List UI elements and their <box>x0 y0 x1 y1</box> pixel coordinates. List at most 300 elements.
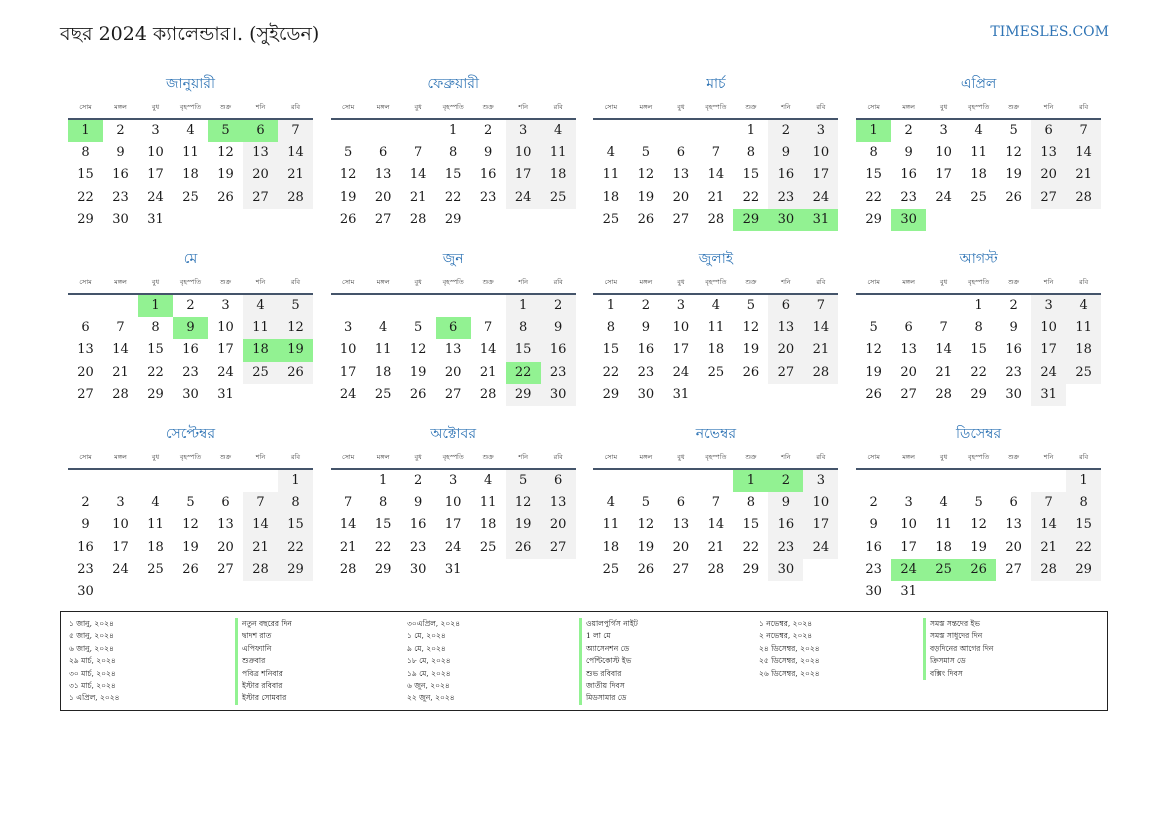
day-cell[interactable]: 2 <box>641 298 651 313</box>
day-cell[interactable]: 26 <box>1005 189 1022 205</box>
day-cell[interactable]: 23 <box>900 189 917 205</box>
day-cell[interactable]: 13 <box>672 167 690 183</box>
day-cell[interactable]: 1 <box>278 470 313 492</box>
day-cell[interactable]: 13 <box>374 167 392 183</box>
day-cell[interactable]: 14 <box>707 517 725 533</box>
day-cell[interactable]: 1 <box>733 470 768 492</box>
day-cell[interactable]: 4 <box>711 298 721 313</box>
day-cell[interactable]: 17 <box>900 539 917 555</box>
day-cell[interactable]: 23 <box>637 364 655 380</box>
day-cell[interactable]: 5 <box>506 470 541 492</box>
day-cell[interactable]: 21 <box>1066 164 1101 186</box>
day-cell[interactable]: 25 <box>926 559 961 581</box>
day-cell[interactable]: 23 <box>541 362 576 384</box>
day-cell[interactable]: 27 <box>243 187 278 209</box>
day-cell[interactable]: 25 <box>970 189 987 205</box>
day-cell[interactable]: 30 <box>891 209 926 231</box>
day-cell[interactable]: 11 <box>479 495 497 511</box>
day-cell[interactable]: 22 <box>1066 537 1101 559</box>
day-cell[interactable]: 14 <box>112 342 129 358</box>
day-cell[interactable]: 9 <box>414 495 423 511</box>
day-cell[interactable]: 7 <box>711 145 721 161</box>
day-cell[interactable]: 14 <box>339 517 357 533</box>
day-cell[interactable]: 29 <box>733 209 768 231</box>
day-cell[interactable]: 22 <box>374 539 392 555</box>
day-cell[interactable]: 31 <box>900 583 917 599</box>
day-cell[interactable]: 1 <box>856 120 891 142</box>
day-cell[interactable]: 8 <box>606 320 616 336</box>
day-cell[interactable]: 6 <box>81 320 90 336</box>
day-cell[interactable]: 19 <box>278 339 313 361</box>
day-cell[interactable]: 11 <box>970 145 987 161</box>
day-cell[interactable]: 9 <box>768 492 803 514</box>
day-cell[interactable]: 18 <box>147 539 164 555</box>
day-cell[interactable]: 9 <box>641 320 651 336</box>
day-cell[interactable]: 22 <box>77 189 94 205</box>
day-cell[interactable]: 23 <box>479 189 497 205</box>
day-cell[interactable]: 8 <box>278 492 313 514</box>
day-cell[interactable]: 26 <box>278 362 313 384</box>
day-cell[interactable]: 15 <box>1066 514 1101 536</box>
day-cell[interactable]: 27 <box>444 386 462 402</box>
day-cell[interactable]: 4 <box>606 145 616 161</box>
day-cell[interactable]: 18 <box>243 339 278 361</box>
day-cell[interactable]: 15 <box>278 514 313 536</box>
day-cell[interactable]: 4 <box>939 495 948 511</box>
day-cell[interactable]: 2 <box>116 123 125 138</box>
day-cell[interactable]: 12 <box>970 517 987 533</box>
day-cell[interactable]: 14 <box>1031 514 1066 536</box>
day-cell[interactable]: 26 <box>409 386 427 402</box>
day-cell[interactable]: 22 <box>506 362 541 384</box>
day-cell[interactable]: 16 <box>182 342 199 358</box>
day-cell[interactable]: 24 <box>803 537 838 559</box>
day-cell[interactable]: 13 <box>1031 142 1066 164</box>
day-cell[interactable]: 9 <box>541 317 576 339</box>
day-cell[interactable]: 2 <box>541 295 576 317</box>
day-cell[interactable]: 22 <box>278 537 313 559</box>
day-cell[interactable]: 20 <box>672 189 690 205</box>
day-cell[interactable]: 21 <box>1031 537 1066 559</box>
day-cell[interactable]: 10 <box>803 142 838 164</box>
day-cell[interactable]: 25 <box>147 561 164 577</box>
day-cell[interactable]: 24 <box>672 364 690 380</box>
day-cell[interactable]: 23 <box>182 364 199 380</box>
day-cell[interactable]: 8 <box>379 495 388 511</box>
day-cell[interactable]: 29 <box>742 561 760 577</box>
day-cell[interactable]: 5 <box>746 298 756 313</box>
day-cell[interactable]: 8 <box>81 145 90 161</box>
day-cell[interactable]: 22 <box>444 189 462 205</box>
day-cell[interactable]: 13 <box>217 517 234 533</box>
day-cell[interactable]: 5 <box>344 145 353 161</box>
day-cell[interactable]: 26 <box>637 211 655 227</box>
day-cell[interactable]: 10 <box>803 492 838 514</box>
day-cell[interactable]: 24 <box>506 187 541 209</box>
day-cell[interactable]: 8 <box>746 495 756 511</box>
day-cell[interactable]: 27 <box>374 211 392 227</box>
day-cell[interactable]: 21 <box>707 189 725 205</box>
day-cell[interactable]: 30 <box>541 384 576 406</box>
day-cell[interactable]: 1 <box>606 298 616 313</box>
day-cell[interactable]: 9 <box>173 317 208 339</box>
day-cell[interactable]: 9 <box>116 145 125 161</box>
day-cell[interactable]: 7 <box>484 320 493 336</box>
day-cell[interactable]: 27 <box>77 386 94 402</box>
day-cell[interactable]: 28 <box>479 386 497 402</box>
day-cell[interactable]: 10 <box>1031 317 1066 339</box>
day-cell[interactable]: 8 <box>506 317 541 339</box>
day-cell[interactable]: 25 <box>1066 362 1101 384</box>
day-cell[interactable]: 20 <box>374 189 392 205</box>
day-cell[interactable]: 18 <box>707 342 725 358</box>
day-cell[interactable]: 9 <box>484 145 493 161</box>
day-cell[interactable]: 21 <box>935 364 952 380</box>
day-cell[interactable]: 1 <box>746 123 756 138</box>
day-cell[interactable]: 16 <box>1005 342 1022 358</box>
day-cell[interactable]: 30 <box>182 386 199 402</box>
day-cell[interactable]: 3 <box>506 120 541 142</box>
day-cell[interactable]: 29 <box>444 211 462 227</box>
day-cell[interactable]: 24 <box>339 386 357 402</box>
day-cell[interactable]: 21 <box>278 164 313 186</box>
day-cell[interactable]: 26 <box>217 189 234 205</box>
day-cell[interactable]: 30 <box>865 583 882 599</box>
day-cell[interactable]: 8 <box>869 145 878 161</box>
day-cell[interactable]: 12 <box>637 167 655 183</box>
day-cell[interactable]: 17 <box>339 364 357 380</box>
day-cell[interactable]: 1 <box>449 123 458 138</box>
day-cell[interactable]: 31 <box>803 209 838 231</box>
day-cell[interactable]: 2 <box>484 123 493 138</box>
day-cell[interactable]: 11 <box>374 342 392 358</box>
day-cell[interactable]: 15 <box>742 517 760 533</box>
day-cell[interactable]: 23 <box>112 189 129 205</box>
day-cell[interactable]: 5 <box>641 145 651 161</box>
day-cell[interactable]: 12 <box>409 342 427 358</box>
day-cell[interactable]: 25 <box>602 561 620 577</box>
day-cell[interactable]: 20 <box>217 539 234 555</box>
day-cell[interactable]: 20 <box>77 364 94 380</box>
day-cell[interactable]: 9 <box>81 517 90 533</box>
day-cell[interactable]: 29 <box>1066 559 1101 581</box>
day-cell[interactable]: 10 <box>444 495 462 511</box>
day-cell[interactable]: 5 <box>186 495 195 511</box>
day-cell[interactable]: 23 <box>768 537 803 559</box>
day-cell[interactable]: 2 <box>768 120 803 142</box>
day-cell[interactable]: 9 <box>869 517 878 533</box>
day-cell[interactable]: 29 <box>278 559 313 581</box>
day-cell[interactable]: 12 <box>339 167 357 183</box>
day-cell[interactable]: 4 <box>151 495 160 511</box>
day-cell[interactable]: 12 <box>506 492 541 514</box>
day-cell[interactable]: 30 <box>768 209 803 231</box>
day-cell[interactable]: 3 <box>939 123 948 138</box>
day-cell[interactable]: 20 <box>900 364 917 380</box>
day-cell[interactable]: 20 <box>672 539 690 555</box>
day-cell[interactable]: 7 <box>711 495 721 511</box>
day-cell[interactable]: 2 <box>904 123 913 138</box>
day-cell[interactable]: 31 <box>147 211 164 227</box>
day-cell[interactable]: 8 <box>449 145 458 161</box>
day-cell[interactable]: 14 <box>243 514 278 536</box>
day-cell[interactable]: 5 <box>208 120 243 142</box>
day-cell[interactable]: 26 <box>742 364 760 380</box>
day-cell[interactable]: 18 <box>374 364 392 380</box>
day-cell[interactable]: 20 <box>444 364 462 380</box>
day-cell[interactable]: 31 <box>217 386 234 402</box>
day-cell[interactable]: 12 <box>742 320 760 336</box>
day-cell[interactable]: 1 <box>506 295 541 317</box>
day-cell[interactable]: 4 <box>484 473 493 488</box>
day-cell[interactable]: 21 <box>479 364 497 380</box>
day-cell[interactable]: 28 <box>278 187 313 209</box>
day-cell[interactable]: 6 <box>221 495 230 511</box>
day-cell[interactable]: 28 <box>1066 187 1101 209</box>
day-cell[interactable]: 9 <box>904 145 913 161</box>
day-cell[interactable]: 8 <box>746 145 756 161</box>
day-cell[interactable]: 22 <box>970 364 987 380</box>
day-cell[interactable]: 12 <box>182 517 199 533</box>
day-cell[interactable]: 4 <box>974 123 983 138</box>
day-cell[interactable]: 2 <box>768 470 803 492</box>
day-cell[interactable]: 19 <box>182 539 199 555</box>
day-cell[interactable]: 3 <box>1031 295 1066 317</box>
day-cell[interactable]: 19 <box>409 364 427 380</box>
day-cell[interactable]: 14 <box>409 167 427 183</box>
day-cell[interactable]: 22 <box>742 189 760 205</box>
day-cell[interactable]: 4 <box>541 120 576 142</box>
day-cell[interactable]: 14 <box>707 167 725 183</box>
day-cell[interactable]: 12 <box>278 317 313 339</box>
day-cell[interactable]: 4 <box>379 320 388 336</box>
day-cell[interactable]: 23 <box>1005 364 1022 380</box>
day-cell[interactable]: 16 <box>112 167 129 183</box>
day-cell[interactable]: 9 <box>1009 320 1018 336</box>
day-cell[interactable]: 16 <box>768 164 803 186</box>
day-cell[interactable]: 29 <box>506 384 541 406</box>
day-cell[interactable]: 22 <box>865 189 882 205</box>
day-cell[interactable]: 11 <box>182 145 199 161</box>
day-cell[interactable]: 8 <box>151 320 160 336</box>
day-cell[interactable]: 1 <box>1066 470 1101 492</box>
day-cell[interactable]: 28 <box>409 211 427 227</box>
day-cell[interactable]: 26 <box>637 561 655 577</box>
day-cell[interactable]: 3 <box>803 470 838 492</box>
day-cell[interactable]: 7 <box>278 120 313 142</box>
day-cell[interactable]: 19 <box>506 514 541 536</box>
day-cell[interactable]: 21 <box>112 364 129 380</box>
day-cell[interactable]: 3 <box>904 495 913 511</box>
day-cell[interactable]: 10 <box>339 342 357 358</box>
day-cell[interactable]: 27 <box>217 561 234 577</box>
day-cell[interactable]: 30 <box>77 583 94 599</box>
day-cell[interactable]: 16 <box>77 539 94 555</box>
day-cell[interactable]: 18 <box>541 164 576 186</box>
day-cell[interactable]: 4 <box>186 123 195 138</box>
day-cell[interactable]: 25 <box>707 364 725 380</box>
day-cell[interactable]: 16 <box>865 539 882 555</box>
day-cell[interactable]: 25 <box>374 386 392 402</box>
day-cell[interactable]: 17 <box>935 167 952 183</box>
day-cell[interactable]: 1 <box>974 298 983 313</box>
day-cell[interactable]: 7 <box>1066 120 1101 142</box>
day-cell[interactable]: 24 <box>217 364 234 380</box>
day-cell[interactable]: 14 <box>479 342 497 358</box>
day-cell[interactable]: 18 <box>1066 339 1101 361</box>
day-cell[interactable]: 26 <box>961 559 996 581</box>
day-cell[interactable]: 11 <box>602 167 620 183</box>
day-cell[interactable]: 4 <box>606 495 616 511</box>
day-cell[interactable]: 3 <box>116 495 125 511</box>
day-cell[interactable]: 19 <box>865 364 882 380</box>
day-cell[interactable]: 30 <box>637 386 655 402</box>
day-cell[interactable]: 26 <box>339 211 357 227</box>
day-cell[interactable]: 11 <box>1066 317 1101 339</box>
day-cell[interactable]: 13 <box>444 342 462 358</box>
day-cell[interactable]: 12 <box>637 517 655 533</box>
day-cell[interactable]: 17 <box>803 514 838 536</box>
day-cell[interactable]: 16 <box>479 167 497 183</box>
day-cell[interactable]: 17 <box>803 164 838 186</box>
day-cell[interactable]: 19 <box>637 189 655 205</box>
day-cell[interactable]: 29 <box>865 211 882 227</box>
day-cell[interactable]: 7 <box>414 145 423 161</box>
day-cell[interactable]: 9 <box>768 142 803 164</box>
day-cell[interactable]: 4 <box>1066 295 1101 317</box>
day-cell[interactable]: 28 <box>707 211 725 227</box>
day-cell[interactable]: 12 <box>217 145 234 161</box>
day-cell[interactable]: 29 <box>602 386 620 402</box>
day-cell[interactable]: 5 <box>414 320 423 336</box>
day-cell[interactable]: 28 <box>243 559 278 581</box>
day-cell[interactable]: 19 <box>742 342 760 358</box>
day-cell[interactable]: 27 <box>900 386 917 402</box>
day-cell[interactable]: 21 <box>803 339 838 361</box>
day-cell[interactable]: 27 <box>672 211 690 227</box>
day-cell[interactable]: 31 <box>672 386 690 402</box>
day-cell[interactable]: 1 <box>138 295 173 317</box>
day-cell[interactable]: 3 <box>221 298 230 313</box>
day-cell[interactable]: 13 <box>768 317 803 339</box>
day-cell[interactable]: 12 <box>865 342 882 358</box>
day-cell[interactable]: 6 <box>1009 495 1018 511</box>
day-cell[interactable]: 6 <box>768 295 803 317</box>
day-cell[interactable]: 6 <box>904 320 913 336</box>
day-cell[interactable]: 30 <box>1005 386 1022 402</box>
day-cell[interactable]: 16 <box>768 514 803 536</box>
day-cell[interactable]: 12 <box>1005 145 1022 161</box>
day-cell[interactable]: 15 <box>374 517 392 533</box>
day-cell[interactable]: 2 <box>186 298 195 313</box>
day-cell[interactable]: 22 <box>602 364 620 380</box>
day-cell[interactable]: 1 <box>379 473 388 488</box>
day-cell[interactable]: 15 <box>602 342 620 358</box>
day-cell[interactable]: 3 <box>151 123 160 138</box>
day-cell[interactable]: 27 <box>1005 561 1022 577</box>
day-cell[interactable]: 23 <box>865 561 882 577</box>
day-cell[interactable]: 10 <box>506 142 541 164</box>
day-cell[interactable]: 27 <box>541 537 576 559</box>
day-cell[interactable]: 29 <box>970 386 987 402</box>
day-cell[interactable]: 24 <box>1031 362 1066 384</box>
day-cell[interactable]: 2 <box>81 495 90 511</box>
day-cell[interactable]: 23 <box>768 187 803 209</box>
day-cell[interactable]: 24 <box>444 539 462 555</box>
day-cell[interactable]: 16 <box>409 517 427 533</box>
day-cell[interactable]: 17 <box>444 517 462 533</box>
day-cell[interactable]: 22 <box>147 364 164 380</box>
day-cell[interactable]: 17 <box>506 164 541 186</box>
day-cell[interactable]: 15 <box>970 342 987 358</box>
day-cell[interactable]: 25 <box>182 189 199 205</box>
day-cell[interactable]: 15 <box>77 167 94 183</box>
day-cell[interactable]: 11 <box>541 142 576 164</box>
day-cell[interactable]: 15 <box>865 167 882 183</box>
day-cell[interactable]: 6 <box>436 317 471 339</box>
day-cell[interactable]: 10 <box>935 145 952 161</box>
day-cell[interactable]: 16 <box>900 167 917 183</box>
day-cell[interactable]: 17 <box>147 167 164 183</box>
day-cell[interactable]: 25 <box>243 362 278 384</box>
day-cell[interactable]: 7 <box>116 320 125 336</box>
day-cell[interactable]: 3 <box>449 473 458 488</box>
day-cell[interactable]: 19 <box>217 167 234 183</box>
day-cell[interactable]: 28 <box>1031 559 1066 581</box>
day-cell[interactable]: 21 <box>707 539 725 555</box>
day-cell[interactable]: 5 <box>869 320 878 336</box>
day-cell[interactable]: 6 <box>243 120 278 142</box>
day-cell[interactable]: 16 <box>637 342 655 358</box>
day-cell[interactable]: 5 <box>278 295 313 317</box>
day-cell[interactable]: 26 <box>182 561 199 577</box>
day-cell[interactable]: 13 <box>1005 517 1022 533</box>
day-cell[interactable]: 11 <box>707 320 725 336</box>
day-cell[interactable]: 23 <box>409 539 427 555</box>
day-cell[interactable]: 21 <box>409 189 427 205</box>
day-cell[interactable]: 13 <box>243 142 278 164</box>
day-cell[interactable]: 3 <box>676 298 686 313</box>
day-cell[interactable]: 17 <box>672 342 690 358</box>
day-cell[interactable]: 22 <box>742 539 760 555</box>
day-cell[interactable]: 10 <box>112 517 129 533</box>
day-cell[interactable]: 10 <box>672 320 690 336</box>
day-cell[interactable]: 29 <box>77 211 94 227</box>
day-cell[interactable]: 14 <box>278 142 313 164</box>
day-cell[interactable]: 30 <box>112 211 129 227</box>
day-cell[interactable]: 29 <box>147 386 164 402</box>
day-cell[interactable]: 19 <box>970 539 987 555</box>
day-cell[interactable]: 20 <box>541 514 576 536</box>
day-cell[interactable]: 5 <box>641 495 651 511</box>
day-cell[interactable]: 1 <box>68 120 103 142</box>
day-cell[interactable]: 18 <box>935 539 952 555</box>
day-cell[interactable]: 24 <box>112 561 129 577</box>
day-cell[interactable]: 7 <box>344 495 353 511</box>
day-cell[interactable]: 15 <box>506 339 541 361</box>
day-cell[interactable]: 24 <box>803 187 838 209</box>
day-cell[interactable]: 30 <box>409 561 427 577</box>
day-cell[interactable]: 19 <box>637 539 655 555</box>
day-cell[interactable]: 20 <box>1005 539 1022 555</box>
day-cell[interactable]: 18 <box>970 167 987 183</box>
day-cell[interactable]: 20 <box>768 339 803 361</box>
day-cell[interactable]: 6 <box>1031 120 1066 142</box>
day-cell[interactable]: 15 <box>444 167 462 183</box>
day-cell[interactable]: 28 <box>112 386 129 402</box>
day-cell[interactable]: 26 <box>506 537 541 559</box>
day-cell[interactable]: 13 <box>672 517 690 533</box>
